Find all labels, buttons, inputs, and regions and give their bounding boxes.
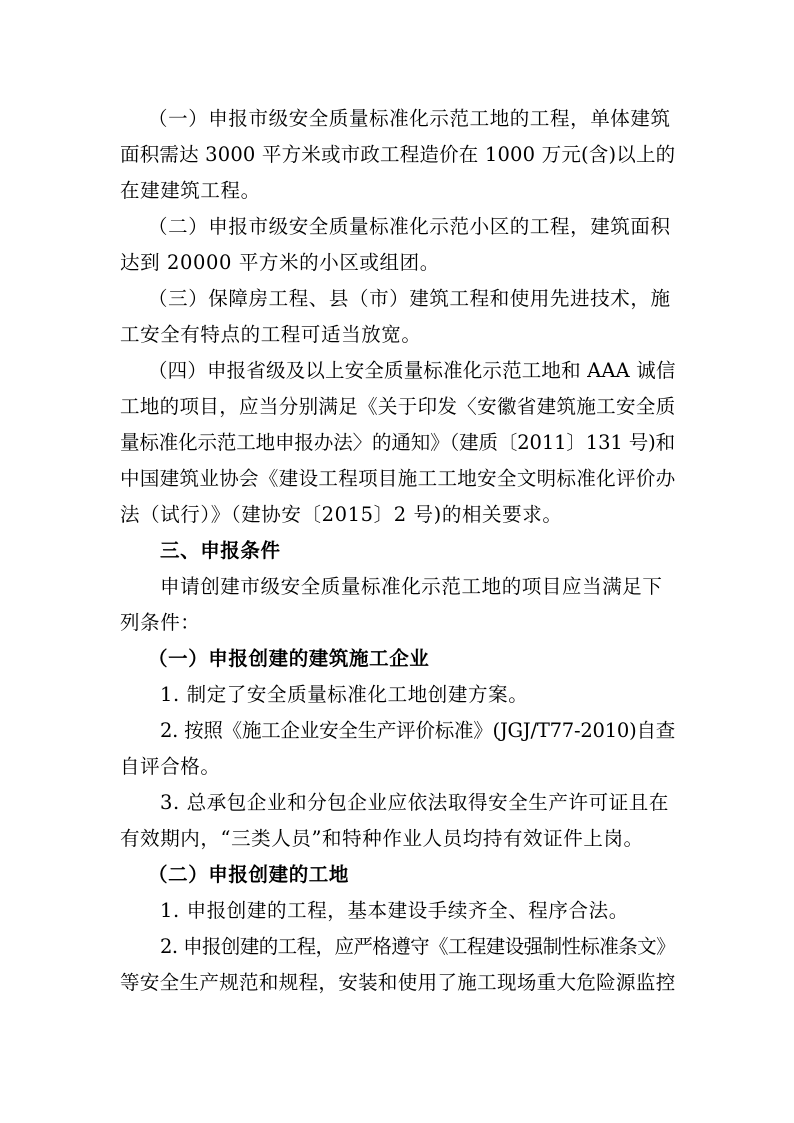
paragraph-item-4-line-5: 法（试行）》（建协安〔2015〕2 号)的相关要求。 — [120, 503, 563, 526]
list-item-1-2-line-1: 2. 按照《施工企业安全生产评价标准》(JGJ/T77-2010)自查 — [160, 719, 676, 742]
list-item-1-3-line-2: 有效期内，“三类人员”和特种作业人员均持有效证件上岗。 — [120, 827, 644, 850]
paragraph-item-3-line-2: 工安全有特点的工程可适当放宽。 — [120, 323, 422, 346]
section-heading-3: 三、申报条件 — [160, 539, 281, 562]
list-item-2-2-line-1: 2. 申报创建的工程，应严格遵守《工程建设强制性标准条文》 — [160, 935, 676, 958]
paragraph-item-3-line-1: （三）保障房工程、县（市）建筑工程和使用先进技术，施 — [148, 287, 671, 310]
paragraph-item-4-line-3: 量标准化示范工地申报办法〉的通知》（建质〔2011〕131 号)和 — [120, 431, 675, 454]
paragraph-item-1-line-1: （一）申报市级安全质量标准化示范工地的工程，单体建筑 — [148, 107, 671, 130]
paragraph-item-2-line-2: 达到 20000 平方米的小区或组团。 — [120, 251, 440, 274]
paragraph-item-1-line-2: 面积需达 3000 平方米或市政工程造价在 1000 万元(含)以上的 — [120, 143, 676, 166]
subsection-heading-2: （二）申报创建的工地 — [148, 863, 350, 886]
paragraph-item-4-line-2: 工地的项目，应当分别满足《关于印发〈安徽省建筑施工安全质 — [120, 395, 676, 418]
paragraph-intro-line-2: 列条件： — [120, 611, 201, 634]
list-item-2-2-line-2: 等安全生产规范和规程，安装和使用了施工现场重大危险源监控 — [120, 971, 676, 994]
list-item-1-2-line-2: 自评合格。 — [120, 755, 221, 778]
paragraph-item-4-line-1: （四）申报省级及以上安全质量标准化示范工地和 AAA 诚信 — [148, 359, 676, 382]
list-item-1-3-line-1: 3. 总承包企业和分包企业应依法取得安全生产许可证且在 — [160, 791, 670, 814]
paragraph-item-4-line-4: 中国建筑业协会《建设工程项目施工工地安全文明标准化评价办 — [120, 467, 676, 490]
paragraph-item-1-line-3: 在建建筑工程。 — [120, 179, 261, 202]
list-item-1-1: 1. 制定了安全质量标准化工地创建方案。 — [160, 683, 529, 706]
list-item-2-1: 1. 申报创建的工程，基本建设手续齐全、程序合法。 — [160, 899, 629, 922]
paragraph-intro-line-1: 申请创建市级安全质量标准化示范工地的项目应当满足下 — [160, 575, 663, 598]
subsection-heading-1: （一）申报创建的建筑施工企业 — [148, 647, 430, 670]
paragraph-item-2-line-1: （二）申报市级安全质量标准化示范小区的工程，建筑面积 — [148, 215, 671, 238]
